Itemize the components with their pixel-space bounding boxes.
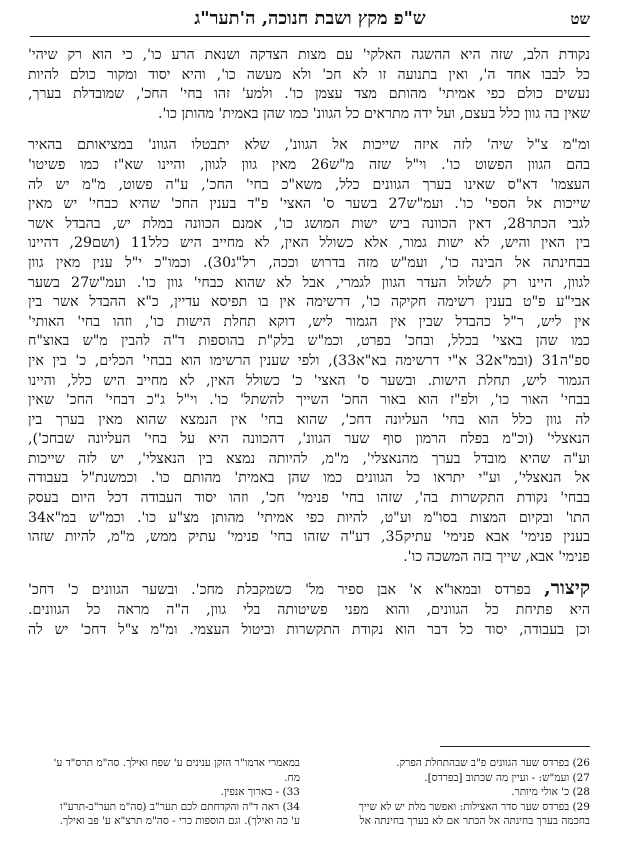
text-line: בבחי' האור כו', ולפ"ז הוא באור החכ' השייך להשתל' כו'. וי"ל ג"כ דבחי' החכ' שאין (28, 392, 590, 409)
text-line: ומ"מ צ"ל שיה' לזה איזה שייכות אל הגוונ', שלא יתבטלו הגוונ' במציאותם בהאיר (28, 137, 590, 154)
text-line: בהם הגוון הפשוט כו'. וי"ל שזה מ"ש26 מאין גוון לגוון, והיינו שא"ז כמו פשיטו' (28, 156, 590, 173)
text-line: אבי"ע פ"ט בענין רשימה חקיקה כו', דרשימה אין בו תפיסא עדיין, כ"א ההבדל אשר בין (28, 294, 590, 311)
text-line: בענין פנימי' אבא פנימי' עתיק35, דע"ה שזהו בחי' פנימי' עתיק ממש, מ"מ, להיות שזהו (28, 529, 590, 546)
text-line: הגמור ליש, תחלת הישות. ובשער ס' האצי' כ' כשולל האין, לא מחייב היש כלל, והיינו (28, 372, 590, 389)
text-line: שאין בה גוון כלל בעצם, ועל ידה מתראים כל הגוונ' כמו שהן באמית' מהותן כו'. (157, 105, 590, 122)
text-line: וע"ה שהיא מובדל בערך מהנאצלי', מ"מ, להיותה נמצא בין הנאצלי', יש לזה שייכות (28, 450, 590, 467)
footnote: 28) כ' אולי מיותר. (511, 786, 590, 798)
summary-keyword: קיצור, (544, 579, 590, 600)
footnote: ע' כה ואילך). וגם הוספות כרי - סה"מ תרצ"א ע' פב ואילך. (59, 815, 300, 827)
text-line: בבחי' נקודת התקשרות בה', שזהו בחי' פנימי' חכ', וזהו יסוד העבודה דכל היום בעסק (28, 490, 590, 507)
footnote: 33) - בארוך אנפין. (220, 786, 300, 798)
running-title: ש"פ מקץ ושבת חנוכה, ה'תער"ג (194, 8, 426, 29)
text-line (28, 579, 590, 601)
footnote: 29) בפרדס שער סדר האצילות: ואפשר מלת יש לא שייך (358, 800, 590, 813)
text-line: שייכות אל הספי' כו'. ועמ"ש27 בשער ס' האצי' פ"ד בענין החכ' שהיא כבחי' יש מאין (28, 196, 590, 213)
page-header (30, 6, 590, 36)
text-line: וכן בעבודה, יסוד כל דבר הוא נקודת התקשרות וביטול העצמי. ומ"מ צ"ל דחכ' יש לה (28, 621, 590, 638)
summary-line-text: בפרדס ובמאו"א א' אבן ספיר מל' כשמקבלת מחכ'. ובשער הגוונים כ' דחכ' (28, 582, 531, 599)
footnote: במאמרי אדמו"ר הזקן ענינים ע' שפח ואילך. סה"מ תרס"ד ע' (53, 757, 300, 769)
paragraph-1 (28, 46, 590, 124)
text-line: בבחינתה אל הבינה כו', ועמ"ש מזה בדרוש וככה, רל"ג30). וכמו"כ י"ל ענין מאין גוון (28, 254, 590, 271)
footnote: מח. (284, 771, 300, 784)
footnote: 26) בפרדס שער הגוונים פ"ב שבהתחלת הפרק. (396, 757, 590, 769)
main-text (28, 46, 590, 652)
text-line: לגבי הכתר28, דאין הכוונה ביש ישות המושג כו', אמנם הכוונה במלת יש, בהבדל אשר (28, 215, 590, 232)
paragraph-2 (28, 136, 590, 567)
footnote: 27) ועמ"ש: - ועיין מה שכתוב [בפרדס]. (424, 771, 590, 784)
text-line: נקודת הלב, שזה היא ההשגה האלקי' עם מצות הצדקה ושנאת הרע כו', כי הוא רק שיהי' (28, 47, 590, 63)
text-line: כמו שהן באצי' בכלל, ובחכ' בפרט, וכמ"ש בלק"ת בהוספות ד"ה להבין מ"ש באוצ"ח (28, 333, 590, 350)
header-rule (30, 36, 590, 37)
text-line: היא פתיחת כל הגוונים, והוא מפני פשיטותה בלי גוון, ה"ה מראה כל הגוונים. (28, 602, 590, 619)
text-line: בין האין והיש, לא ישות גמור, אלא כשולל האין, לא מחייב היש כלל11 (ושם29, דהיינו (28, 235, 590, 252)
footnotes-left-column (30, 756, 300, 829)
text-line: לה גוון כלל הוא בחי' העליונה דחכ', שהוא בחי' אין הנמצא שהוא מאין בערך בין (28, 411, 590, 428)
page-number: שט (570, 10, 590, 28)
text-line: ספ"ה31 (ובמ"א32 א"י דרשימה בא"א33), ולפי שענין הרשימו הוא בבחי' הכלים, כ' בין אין (28, 352, 590, 369)
text-line: אין ליש, ר"ל כהבדל שבין אין הגמור ליש, דוקא תחלת הישות כו', וזהו בחי' האותי' (28, 313, 590, 330)
text-line: העצמו' דא"ס שאינו בערך הגוונים כלל, משא"כ בחי' החכ', ע"ה פשוט, מ"מ יש לה (28, 176, 590, 193)
text-line: הנאצלי' (וכ"מ בפלח הרמון סוף שער הגוונ', דהכוונה היא על בחי' העליונה שבחכ'), (28, 431, 590, 448)
footnotes-right-column (320, 756, 590, 829)
summary-paragraph (28, 579, 590, 640)
footnote: 34) ראה ד"ה והקדחתם לכם תער"ב (סה"מ תער"ב-תרע"ו (60, 800, 300, 813)
text-line: נעשים כולם כפי אמיתי' מהותם מצד עצמן כו'. ולמע' זהו בחי' החכ', שמובדלת בערך, (28, 86, 590, 103)
text-line: אל הנאצלי', וע"י יתראו כל הגוונים כמו שהן באמית' מהותם כו'. וכמשנת"ל בעבודה (28, 470, 590, 487)
text-line: כל לבבו אחד ה', ואין בתנועה זו לא חכ' ולא מעשה כו', והיא יסוד ומקור כולם להיות (28, 66, 590, 83)
text-line: התו' ובקיום המצות בסו"מ וע"ט, להיות כפי אמיתי' מהותן מצ"ע כו'. וכמ"ש במ"א34 (28, 509, 590, 526)
text-line: לגוון, היינו רק לשלול העדר הגוון לגמרי, אבל לא שהוא כבחי' גוון כו'. ועמ"ש27 בשער (28, 274, 590, 291)
footnote-separator (440, 746, 590, 747)
footnote: בחכמה בערך בחינתה אל הכתר אם לא בערך בחינתה אל (359, 815, 590, 827)
text-line: פנימי' אבא, שייך בזה המשכה כו'. (403, 548, 590, 565)
